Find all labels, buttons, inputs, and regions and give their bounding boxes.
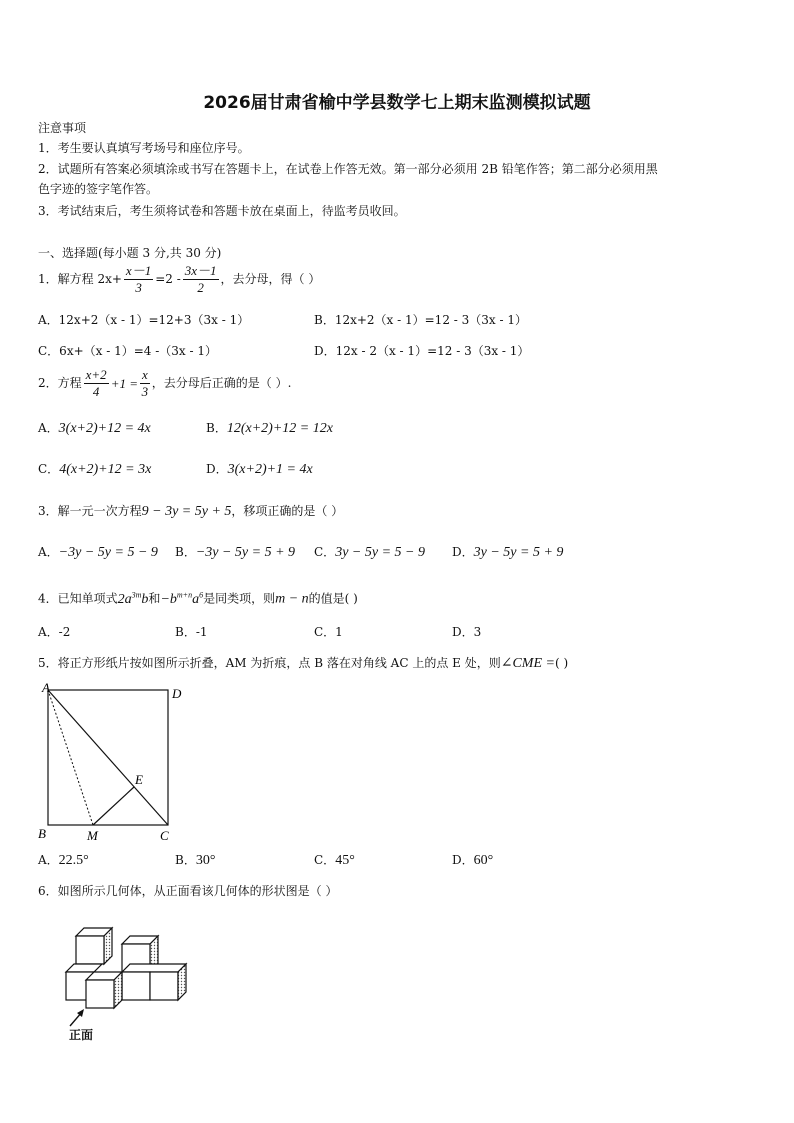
label-b: B — [38, 826, 46, 841]
question-5-stem — [38, 656, 568, 671]
q2-suffix: ，去分母后正确的是（ ）. — [151, 376, 292, 390]
q2-f2-den: 3 — [141, 384, 149, 399]
q3-b-label: B． — [175, 545, 196, 559]
q4-prefix: 4．已知单项式 — [38, 591, 118, 606]
q2-option-b — [206, 421, 333, 436]
q3-option-b — [175, 545, 295, 560]
q5-angle: ∠CME = — [500, 656, 555, 671]
q2-a-expr: 3(x+2)+12 = 4x — [58, 421, 151, 436]
q4-option-d: D．3 — [452, 625, 482, 639]
q2-d-label: D． — [206, 462, 228, 476]
q1-option-a: A．12x+2（x - 1）=12+3（3x - 1） — [38, 313, 250, 327]
q4-expr: m − n — [275, 591, 309, 607]
q4-suffix: 的值是( ) — [308, 591, 358, 606]
q5-d-label: D． — [452, 853, 474, 867]
q5-b-value: 30° — [195, 853, 216, 868]
q1-f1-den: 3 — [135, 280, 142, 295]
q3-d-label: D． — [452, 545, 474, 559]
q4-term2-base: −b — [160, 591, 177, 607]
q4-term1-tail: b — [141, 591, 149, 607]
label-c: C — [160, 828, 169, 843]
q3-equation: 9 − 3y = 5y + 5 — [141, 504, 232, 519]
question-1-stem — [38, 264, 320, 295]
q2-d-expr: 3(x+2)+1 = 4x — [227, 462, 313, 477]
q3-option-d — [452, 545, 563, 560]
q1-fraction-2 — [183, 264, 219, 295]
q4-mid: 是同类项，则 — [203, 591, 276, 606]
q1-f2-den: 2 — [197, 280, 204, 295]
cube-front-face — [76, 936, 104, 964]
q5-text: 5．将正方形纸片按如图所示折叠，AM 为折痕，点 B 落在对角线 AC 上的点 E 处，则 — [38, 656, 501, 670]
q1-f1-num: x－1 — [125, 263, 152, 278]
cube-front-face — [150, 972, 178, 1000]
q4-term2-exp: m+n — [176, 590, 193, 599]
page-title: 2026届甘肃省榆中学县数学七上期末监测模拟试题 — [203, 93, 591, 113]
q3-c-expr: 3y − 5y = 5 − 9 — [335, 545, 425, 560]
q4-term2-exp2: 6 — [199, 590, 204, 599]
q4-term1-exp: 3m — [131, 590, 142, 599]
q2-option-a — [38, 421, 151, 436]
front-label: 正面 — [69, 1028, 94, 1042]
q4-term1 — [118, 592, 149, 607]
q2-f2-num: x — [141, 367, 148, 382]
q3-prefix: 3．解一元一次方程 — [38, 504, 142, 518]
notice-item-3: 3．考试结束后，考生须将试卷和答题卡放在桌面上，待监考员收回。 — [38, 204, 406, 218]
q2-option-d — [206, 462, 313, 477]
question-3-stem — [38, 504, 343, 519]
q5-b-label: B． — [175, 853, 196, 867]
q5-a-label: A． — [38, 853, 59, 867]
q4-term2-tail: a — [192, 591, 200, 607]
q2-fraction-2 — [140, 368, 150, 399]
q5-c-value: 45° — [335, 853, 355, 868]
q1-fraction-1 — [124, 264, 153, 295]
label-d: D — [172, 686, 182, 701]
q5-option-b — [175, 853, 215, 868]
question-2-stem — [38, 368, 291, 399]
notice-item-2: 2．试题所有答案必须填涂或书写在答题卡上，在试卷上作答无效。第一部分必须用 2B 铅笔作答；第二部分必须用黑 — [38, 162, 658, 176]
q1-option-c: C．6x+（x - 1）=4 -（3x - 1） — [38, 344, 218, 358]
q2-b-expr: 12(x+2)+12 = 12x — [226, 421, 333, 436]
q3-a-label: A． — [38, 545, 59, 559]
diagonal-ac — [48, 690, 168, 825]
q3-c-label: C． — [314, 545, 336, 559]
notice-item-1: 1．考生要认真填写考场号和座位序号。 — [38, 141, 250, 155]
q3-suffix: ，移项正确的是（ ） — [231, 504, 344, 518]
q5-option-a — [38, 853, 89, 868]
q5-a-value: 22.5° — [58, 853, 89, 868]
notice-item-2-cont: 色字迹的签字笔作答。 — [38, 182, 159, 196]
section-heading: 一、选择题(每小题 3 分,共 30 分) — [38, 246, 222, 260]
q5-option-d — [452, 853, 493, 868]
q3-a-expr: −3y − 5y = 5 − 9 — [58, 545, 158, 560]
q1-suffix: ，去分母，得（ ） — [220, 272, 321, 286]
q3-d-expr: 3y − 5y = 5 + 9 — [473, 545, 564, 560]
q2-fraction-1 — [84, 368, 109, 399]
cube-front-face — [86, 980, 114, 1008]
q1-option-b: B．12x+2（x - 1）=12 - 3（3x - 1） — [314, 313, 527, 327]
q2-b-label: B． — [206, 421, 227, 435]
fold-line-am — [48, 690, 93, 825]
q4-term1-base: 2a — [117, 591, 132, 607]
q5-suffix: ( ) — [554, 656, 569, 670]
q5-option-c — [314, 853, 355, 868]
q3-option-c — [314, 545, 425, 560]
q5-c-label: C． — [314, 853, 336, 867]
q5-square-diagram — [30, 680, 190, 845]
q4-and: 和 — [148, 591, 161, 606]
cube-front-face — [122, 972, 150, 1000]
q1-mid: =2 - — [155, 272, 181, 286]
q3-b-expr: −3y − 5y = 5 + 9 — [195, 545, 296, 560]
label-e: E — [135, 772, 143, 787]
q4-option-b: B．-1 — [175, 625, 208, 639]
label-a: A — [42, 680, 50, 695]
notice-heading: 注意事项 — [38, 121, 87, 135]
q2-f1-num: x+2 — [85, 367, 107, 382]
cube-top-face — [66, 964, 102, 972]
q2-a-label: A． — [38, 421, 59, 435]
q2-option-c — [38, 462, 151, 477]
q4-term2 — [160, 592, 203, 607]
q2-c-expr: 4(x+2)+12 = 3x — [59, 462, 152, 477]
q1-prefix: 1．解方程 2x+ — [38, 272, 122, 286]
question-4-stem — [38, 587, 358, 607]
q2-mid: +1 = — [110, 376, 138, 391]
q2-f1-den: 4 — [92, 384, 100, 399]
segment-me — [93, 787, 134, 825]
q2-c-label: C． — [38, 462, 60, 476]
q6-cube-solid-diagram — [60, 920, 200, 1045]
q4-option-c: C．1 — [314, 625, 343, 639]
q1-option-d: D．12x - 2（x - 1）=12 - 3（3x - 1） — [314, 344, 530, 358]
q4-option-a: A．-2 — [38, 625, 71, 639]
q3-option-a — [38, 545, 158, 560]
question-6-stem: 6．如图所示几何体，从正面看该几何体的形状图是（ ） — [38, 884, 338, 898]
q5-d-value: 60° — [473, 853, 494, 868]
q1-f2-num: 3x－1 — [184, 263, 217, 278]
cube-top-face — [122, 964, 186, 972]
q2-prefix: 2．方程 — [38, 376, 82, 390]
label-m: M — [87, 828, 98, 843]
